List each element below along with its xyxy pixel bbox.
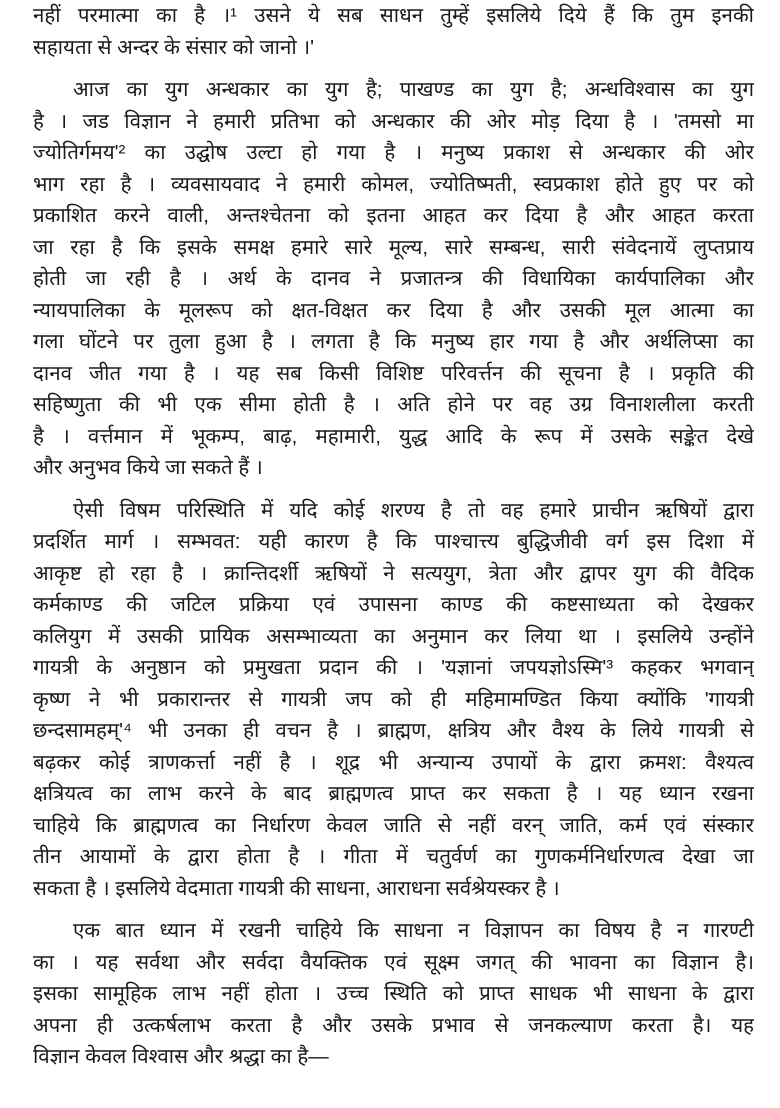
text-line: बढ़कर कोई त्राणकर्त्ता नहीं है । शूद्र भी अन्यान्य उपायों के द्वारा क्रमश: वैश्यत्व (33, 750, 754, 774)
text-line: कर्मकाण्ड की जटिल प्रक्रिया एवं उपासना काण्ड की कष्टसाध्यता को देखकर (33, 593, 754, 616)
text-line: गायत्री के अनुष्ठान को प्रमुखता प्रदान की । 'यज्ञानां जपयज्ञोऽस्मि'³ कहकर भगवान् (33, 656, 754, 679)
text-line: सकता है । इसलिये वेदमाता गायत्री की साधना, आराधना सर्वश्रेयस्कर है । (33, 876, 560, 900)
text-line: प्रदर्शित मार्ग । सम्भवत: यही कारण है कि पाश्चात्त्य बुद्धिजीवी वर्ग इस दिशा में (33, 530, 754, 553)
text-line: का । यह सर्वथा और सर्वदा वैयक्तिक एवं सूक्ष्म जगत् की भावना का विज्ञान है। (33, 950, 754, 974)
text-line: ऐसी विषम परिस्थिति में यदि कोई शरण्य है तो वह हमारे प्राचीन ऋषियों द्वारा (73, 498, 754, 522)
text-line: गला घोंटने पर तुला हुआ है । लगता है कि मनुष्य हार गया है और अर्थलिप्सा का (33, 330, 754, 353)
text-line: ज्योतिर्गमय'² का उद्घोष उल्टा हो गया है । मनुष्य प्रकाश से अन्धकार की ओर (33, 141, 754, 164)
paragraph (33, 74, 754, 484)
text-line: कलियुग में उसकी प्रायिक असम्भाव्यता का अनुमान कर लिया था । इसलिये उन्होंने (33, 624, 754, 648)
text-line: अपना ही उत्कर्षलाभ करता है और उसके प्रभाव से जनकल्याण करता है। यह (33, 1013, 754, 1037)
text-line: जा रहा है कि इसके समक्ष हमारे सारे मूल्य, सारे सम्बन्ध, सारी संवेदनायें लुप्तप्राय (33, 235, 754, 259)
text-line: एक बात ध्यान में रखनी चाहिये कि साधना न विज्ञापन का विषय है न गारण्टी (73, 919, 754, 942)
paragraph (33, 915, 754, 1073)
paragraph (33, 495, 754, 905)
text-line: आज का युग अन्धकार का युग है; पाखण्ड का युग है; अन्धविश्वास का युग (73, 78, 754, 101)
text-line: होती जा रही है । अर्थ के दानव ने प्रजातन्त्र की विधायिका कार्यपालिका और (33, 267, 754, 290)
text-line: सहिष्णुता की भी एक सीमा होती है । अति होने पर वह उग्र विनाशलीला करती (33, 393, 754, 416)
text-line: तीन आयामों के द्वारा होता है । गीता में चतुर्वर्ण का गुणकर्मनिर्धारणत्व देखा जा (33, 845, 754, 868)
text-line: इसका सामूहिक लाभ नहीं होता । उच्च स्थिति को प्राप्त साधक भी साधना के द्वारा (33, 982, 754, 1005)
text-line: चाहिये कि ब्राह्मणत्व का निर्धारण केवल जाति से नहीं वरन् जाति, कर्म एवं संस्कार (33, 813, 754, 837)
text-line: भाग रहा है । व्यवसायवाद ने हमारी कोमल, ज्योतिष्मती, स्वप्रकाश होते हुए पर को (33, 172, 754, 196)
text-line: न्यायपालिका के मूलरूप को क्षत-विक्षत कर दिया है और उसकी मूल आत्मा का (33, 298, 754, 322)
text-line: प्रकाशित करने वाली, अन्तश्चेतना को इतना आहत कर दिया है और आहत करता (33, 204, 754, 227)
text-line: दानव जीत गया है । यह सब किसी विशिष्ट परिवर्त्तन की सूचना है । प्रकृति की (33, 361, 754, 385)
text-line: छन्दसामहम्'⁴ भी उनका ही वचन है । ब्राह्मण, क्षत्रिय और वैश्य के लिये गायत्री से (33, 719, 754, 742)
text-line: क्षत्रियत्व का लाभ करने के बाद ब्राह्मणत्व प्राप्त कर सकता है । यह ध्यान रखना (33, 782, 754, 805)
text-line: सहायता से अन्दर के संसार को जानो ।' (33, 35, 315, 59)
text-line: आकृष्ट हो रहा है । क्रान्तिदर्शी ऋषियों ने सत्ययुग, त्रेता और द्वापर युग की वैदिक (33, 561, 754, 585)
text-line: नहीं परमात्मा का है ।¹ उसने ये सब साधन तुम्हें इसलिये दिये हैं कि तुम इनकी (33, 4, 754, 27)
text-line: है । वर्त्तमान में भूकम्प, बाढ़, महामारी, युद्ध आदि के रूप में उसके सङ्केत देखे (33, 424, 754, 448)
paragraph (33, 0, 754, 63)
text-line: और अनुभव किये जा सकते हैं । (33, 456, 263, 479)
text-line: है । जड विज्ञान ने हमारी प्रतिभा को अन्धकार की ओर मोड़ दिया है । 'तमसो मा (33, 109, 754, 133)
text-line: विज्ञान केवल विश्वास और श्रद्धा का है— (33, 1045, 329, 1068)
text-line: कृष्ण ने भी प्रकारान्तर से गायत्री जप को ही महिमामण्डित किया क्योंकि 'गायत्री (33, 687, 754, 711)
